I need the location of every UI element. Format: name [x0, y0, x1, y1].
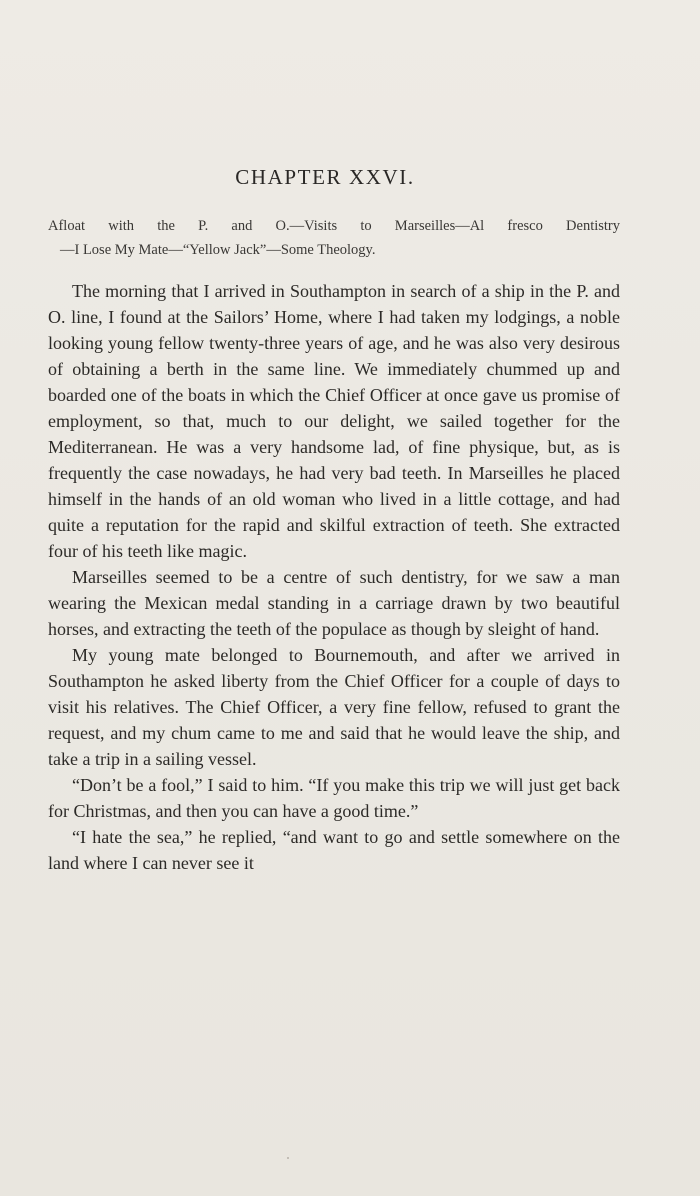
paragraph: My young mate belonged to Bournemouth, and after we arrived in Southampton he asked liberty from the Chief Officer for a couple of days to visit his relatives. The Chief Officer, a very fine fellow, refused to grant the request, and my chum came to me and said that he would leave the ship, and take a trip in a sailing vessel. — [48, 645, 620, 769]
synopsis-line-2: —I Lose My Mate—“Yellow Jack”—Some Theology. — [60, 242, 376, 258]
paragraph: The morning that I arrived in Southampton in search of a ship in the P. and O. line, I found at the Sailors’ Home, where I had taken my lodgings, a noble looking young fellow twenty-three years of age, and he was also very desirous of obtaining a berth in the same line. We immediately chummed up and boarded one of the boats in which the Chief Officer at once gave us promise of employment, so that, much to our delight, we sailed together for the Mediterranean. He was a very handsome lad, of fine physique, but, as is frequently the case nowadays, he had very bad teeth. In Marseilles he placed himself in the hands of an old woman who lived in a little cottage, and had quite a reputation for the rapid and skilful extraction of teeth. She extracted four of his teeth like magic. — [48, 281, 620, 561]
chapter-synopsis — [48, 214, 620, 262]
paper-speck — [287, 1157, 289, 1159]
synopsis-line-1: Afloat with the P. and O.—Visits to Marseilles—Al fresco Dentistry — [48, 218, 620, 234]
paragraph: “Don’t be a fool,” I said to him. “If you make this trip we will just get back for Christmas, and then you can have a good time.” — [48, 775, 620, 821]
paragraph: Marseilles seemed to be a centre of such dentistry, for we saw a man wearing the Mexican medal standing in a carriage drawn by two beautiful horses, and extracting the teeth of the populace as though by sleight of hand. — [48, 567, 620, 639]
chapter-title: CHAPTER XXVI. — [235, 165, 415, 189]
paragraph: “I hate the sea,” he replied, “and want to go and settle somewhere on the land where I can never see it — [48, 827, 620, 873]
chapter-body — [48, 278, 620, 876]
